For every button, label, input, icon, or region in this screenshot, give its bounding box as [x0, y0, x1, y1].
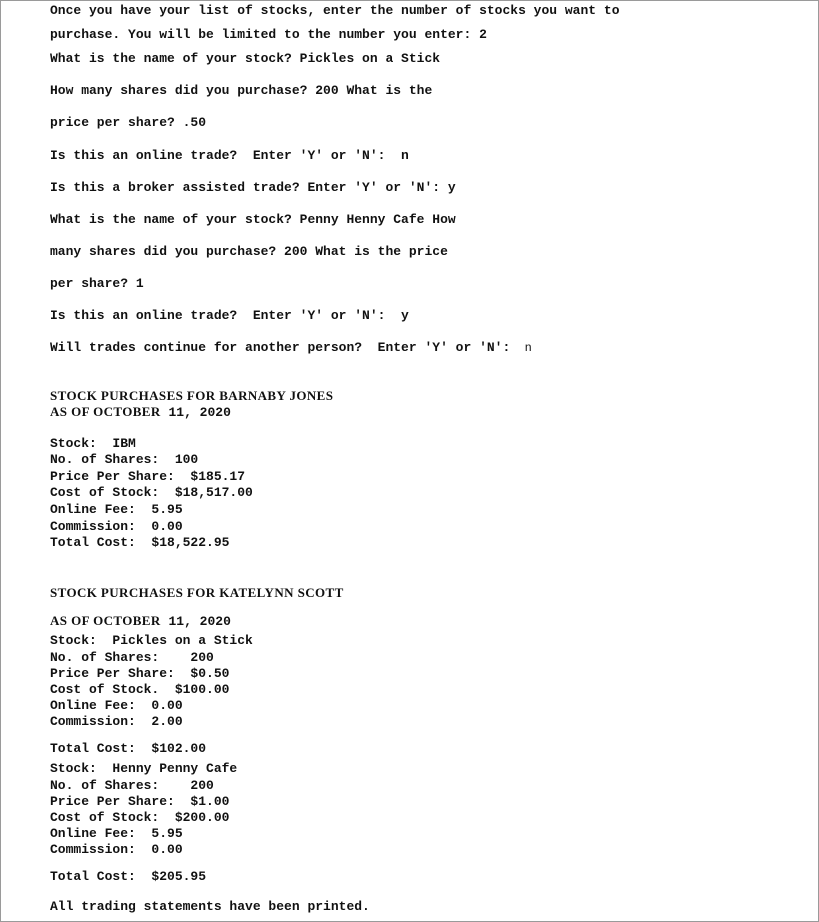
report-heading-label: STOCK PURCHASES FOR BARNABY JONES — [50, 388, 334, 403]
footer-message: All trading statements have been printed. — [50, 899, 370, 914]
dialog-line: How many shares did you purchase? 200 What is the — [50, 83, 433, 98]
commission: Commission: 0.00 — [50, 842, 183, 857]
online-fee: Online Fee: 0.00 — [50, 698, 183, 713]
share-count: No. of Shares: 100 — [50, 452, 199, 467]
cost-of-stock: Cost of Stock. $100.00 — [50, 682, 230, 697]
total-cost: Total Cost: $205.95 — [50, 869, 207, 884]
report-date — [50, 404, 231, 421]
cost-of-stock: Cost of Stock: $200.00 — [50, 810, 230, 825]
share-count: No. of Shares: 200 — [50, 778, 214, 793]
dialog-line: What is the name of your stock? Pickles on a Stick — [50, 51, 441, 66]
online-fee: Online Fee: 5.95 — [50, 502, 183, 517]
report-date-label: AS OF OCTOBER — [50, 404, 161, 419]
report-heading — [50, 388, 333, 405]
report-heading-label: STOCK PURCHASES FOR KATELYNN SCOTT — [50, 585, 344, 600]
dialog-line: Is this a broker assisted trade? Enter 'Y' or 'N': y — [50, 180, 456, 195]
report-date-value: 11, 2020 — [160, 405, 231, 420]
dialog-line: Is this an online trade? Enter 'Y' or 'N': n — [50, 148, 409, 163]
cost-of-stock: Cost of Stock: $18,517.00 — [50, 485, 253, 500]
commission: Commission: 2.00 — [50, 714, 183, 729]
dialog-line: purchase. You will be limited to the number you enter: 2 — [50, 27, 487, 42]
dialog-line: price per share? .50 — [50, 115, 207, 130]
price-per-share: Price Per Share: $1.00 — [50, 794, 230, 809]
price-per-share: Price Per Share: $0.50 — [50, 666, 230, 681]
stock-name: Stock: Pickles on a Stick — [50, 633, 253, 648]
total-cost: Total Cost: $102.00 — [50, 741, 207, 756]
share-count: No. of Shares: 200 — [50, 650, 214, 665]
continue-question: Will trades continue for another person? Enter 'Y' or 'N': — [50, 340, 511, 355]
continue-answer: n — [510, 341, 532, 355]
report-heading — [50, 585, 344, 602]
stock-name: Stock: IBM — [50, 436, 136, 451]
report-date-value: 11, 2020 — [160, 614, 231, 629]
dialog-line: Once you have your list of stocks, enter the number of stocks you want to — [50, 3, 620, 18]
report-date-label: AS OF OCTOBER — [50, 613, 161, 628]
dialog-line: What is the name of your stock? Penny Henny Cafe How — [50, 212, 456, 227]
dialog-line: many shares did you purchase? 200 What is the price — [50, 244, 448, 259]
dialog-line: Is this an online trade? Enter 'Y' or 'N': y — [50, 308, 409, 323]
price-per-share: Price Per Share: $185.17 — [50, 469, 246, 484]
dialog-line: per share? 1 — [50, 276, 144, 291]
online-fee: Online Fee: 5.95 — [50, 826, 183, 841]
stock-name: Stock: Henny Penny Cafe — [50, 761, 238, 776]
total-cost: Total Cost: $18,522.95 — [50, 535, 230, 550]
report-date — [50, 613, 231, 630]
commission: Commission: 0.00 — [50, 519, 183, 534]
continue-prompt — [50, 340, 532, 356]
